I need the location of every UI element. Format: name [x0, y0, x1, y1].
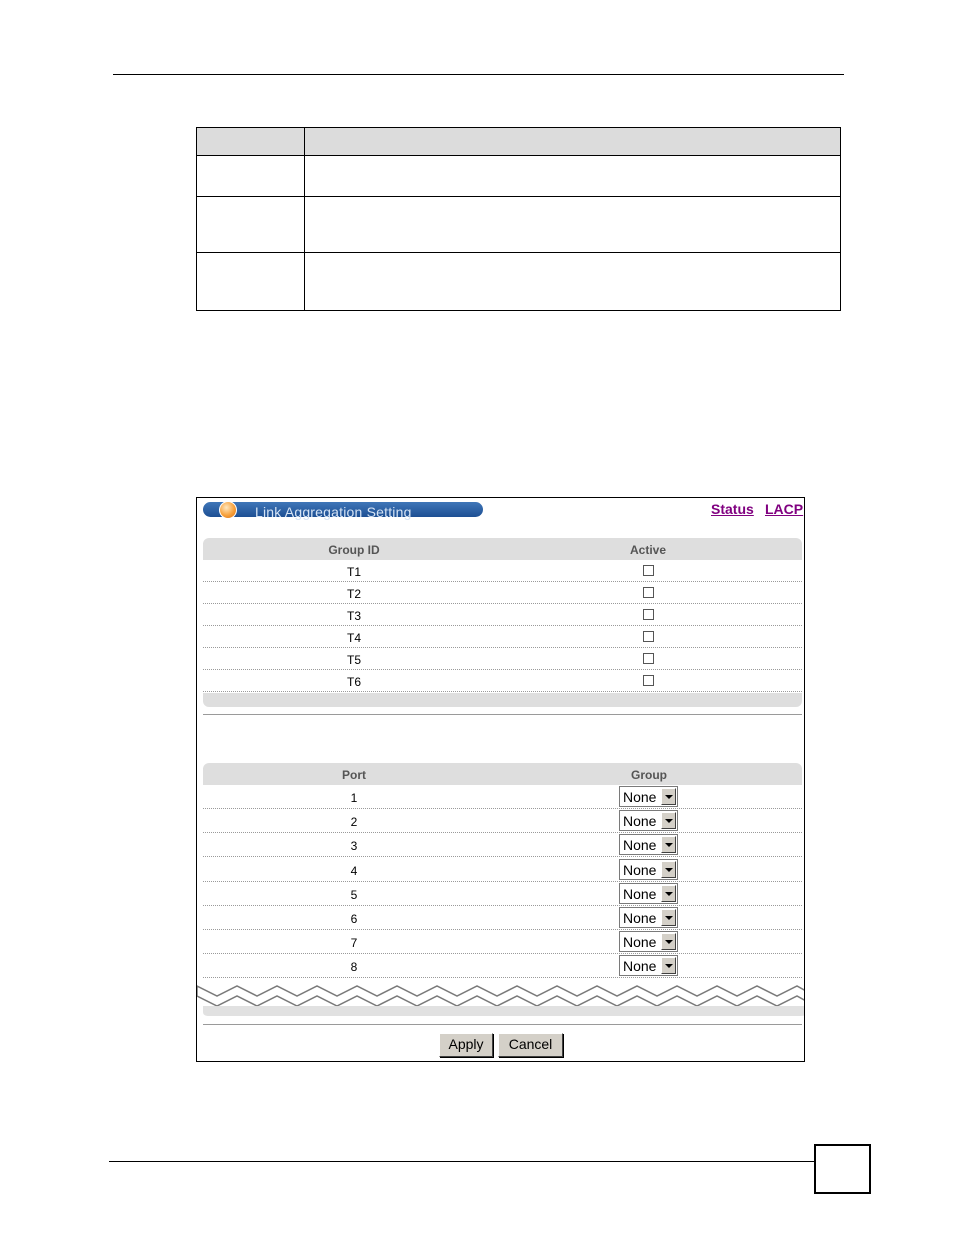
- group-select[interactable]: [619, 883, 678, 904]
- description-table: [196, 127, 841, 311]
- active-header: Active: [629, 543, 667, 557]
- apply-button[interactable]: Apply: [439, 1033, 493, 1057]
- group-row: [203, 648, 802, 670]
- group-select-value: None: [623, 813, 657, 830]
- port-header: Port: [342, 768, 366, 782]
- group-id-header: Group ID: [328, 543, 380, 557]
- group-id-cell: T2: [346, 587, 362, 601]
- group-select[interactable]: [619, 859, 678, 880]
- active-checkbox[interactable]: [643, 587, 654, 598]
- table-header-row: [197, 128, 840, 156]
- port-number-cell: 6: [350, 912, 358, 926]
- port-row: [203, 809, 802, 833]
- port-row: [203, 882, 802, 906]
- dropdown-arrow-icon[interactable]: [661, 812, 676, 829]
- footer-rule: [109, 1161, 814, 1162]
- group-select[interactable]: [619, 931, 678, 952]
- port-number-cell: 2: [350, 815, 358, 830]
- title-bar: [203, 502, 483, 520]
- group-row: [203, 626, 802, 648]
- group-row: [203, 582, 802, 604]
- cancel-button[interactable]: Cancel: [498, 1033, 563, 1057]
- dropdown-arrow-icon[interactable]: [661, 933, 676, 950]
- port-row: [203, 785, 802, 809]
- active-checkbox[interactable]: [643, 631, 654, 642]
- lacp-link[interactable]: LACP: [765, 501, 804, 517]
- port-row: [203, 954, 802, 978]
- group-select-value: None: [623, 837, 657, 854]
- dropdown-arrow-icon[interactable]: [661, 909, 676, 926]
- port-table-header: [203, 763, 802, 785]
- group-id-cell: T5: [346, 653, 362, 667]
- header-rule: [113, 74, 844, 75]
- group-header: Group: [631, 768, 667, 782]
- footer-divider: [203, 1024, 802, 1025]
- group-select-value: None: [623, 885, 657, 902]
- group-select-value: None: [623, 958, 657, 975]
- dropdown-arrow-icon[interactable]: [661, 885, 676, 902]
- port-number-cell: 3: [350, 839, 358, 854]
- dropdown-arrow-icon[interactable]: [661, 861, 676, 878]
- status-link[interactable]: Status: [711, 501, 754, 517]
- group-select-value: None: [623, 861, 657, 878]
- group-id-cell: T1: [346, 565, 362, 579]
- active-checkbox[interactable]: [643, 653, 654, 664]
- group-id-cell: T4: [346, 631, 362, 645]
- port-row: [203, 906, 802, 930]
- active-checkbox[interactable]: [643, 609, 654, 620]
- port-number-cell: 4: [350, 863, 358, 878]
- group-select[interactable]: [619, 786, 678, 807]
- port-number-cell: 8: [350, 960, 358, 975]
- port-number-cell: 7: [350, 936, 358, 951]
- link-aggregation-screen: [196, 497, 805, 1062]
- group-id-cell: T3: [346, 609, 362, 623]
- dropdown-arrow-icon[interactable]: [661, 788, 676, 805]
- group-row: [203, 670, 802, 692]
- page-title: Link Aggregation Setting: [255, 504, 412, 520]
- port-row: [203, 858, 802, 882]
- page-number-box: [814, 1144, 871, 1194]
- group-table-footer: [203, 693, 802, 707]
- page-break-zigzag: [197, 976, 805, 1018]
- group-select-value: None: [623, 789, 657, 805]
- group-select-value: None: [623, 934, 657, 951]
- group-row: [203, 560, 802, 582]
- group-select[interactable]: [619, 810, 678, 831]
- dropdown-arrow-icon[interactable]: [661, 836, 676, 853]
- group-select-value: None: [623, 910, 657, 926]
- title-orb-icon: [219, 501, 237, 519]
- active-checkbox[interactable]: [643, 565, 654, 576]
- section-divider: [203, 714, 802, 715]
- group-row: [203, 604, 802, 626]
- group-select[interactable]: [619, 955, 678, 976]
- port-number-cell: 5: [350, 887, 358, 902]
- port-row: [203, 930, 802, 954]
- group-table-header: [203, 538, 802, 560]
- group-select[interactable]: [619, 907, 678, 928]
- group-id-cell: T6: [346, 675, 362, 689]
- port-number-cell: 1: [350, 791, 358, 805]
- group-select[interactable]: [619, 834, 678, 855]
- active-checkbox[interactable]: [643, 675, 654, 686]
- dropdown-arrow-icon[interactable]: [661, 957, 676, 974]
- port-row: [203, 833, 802, 857]
